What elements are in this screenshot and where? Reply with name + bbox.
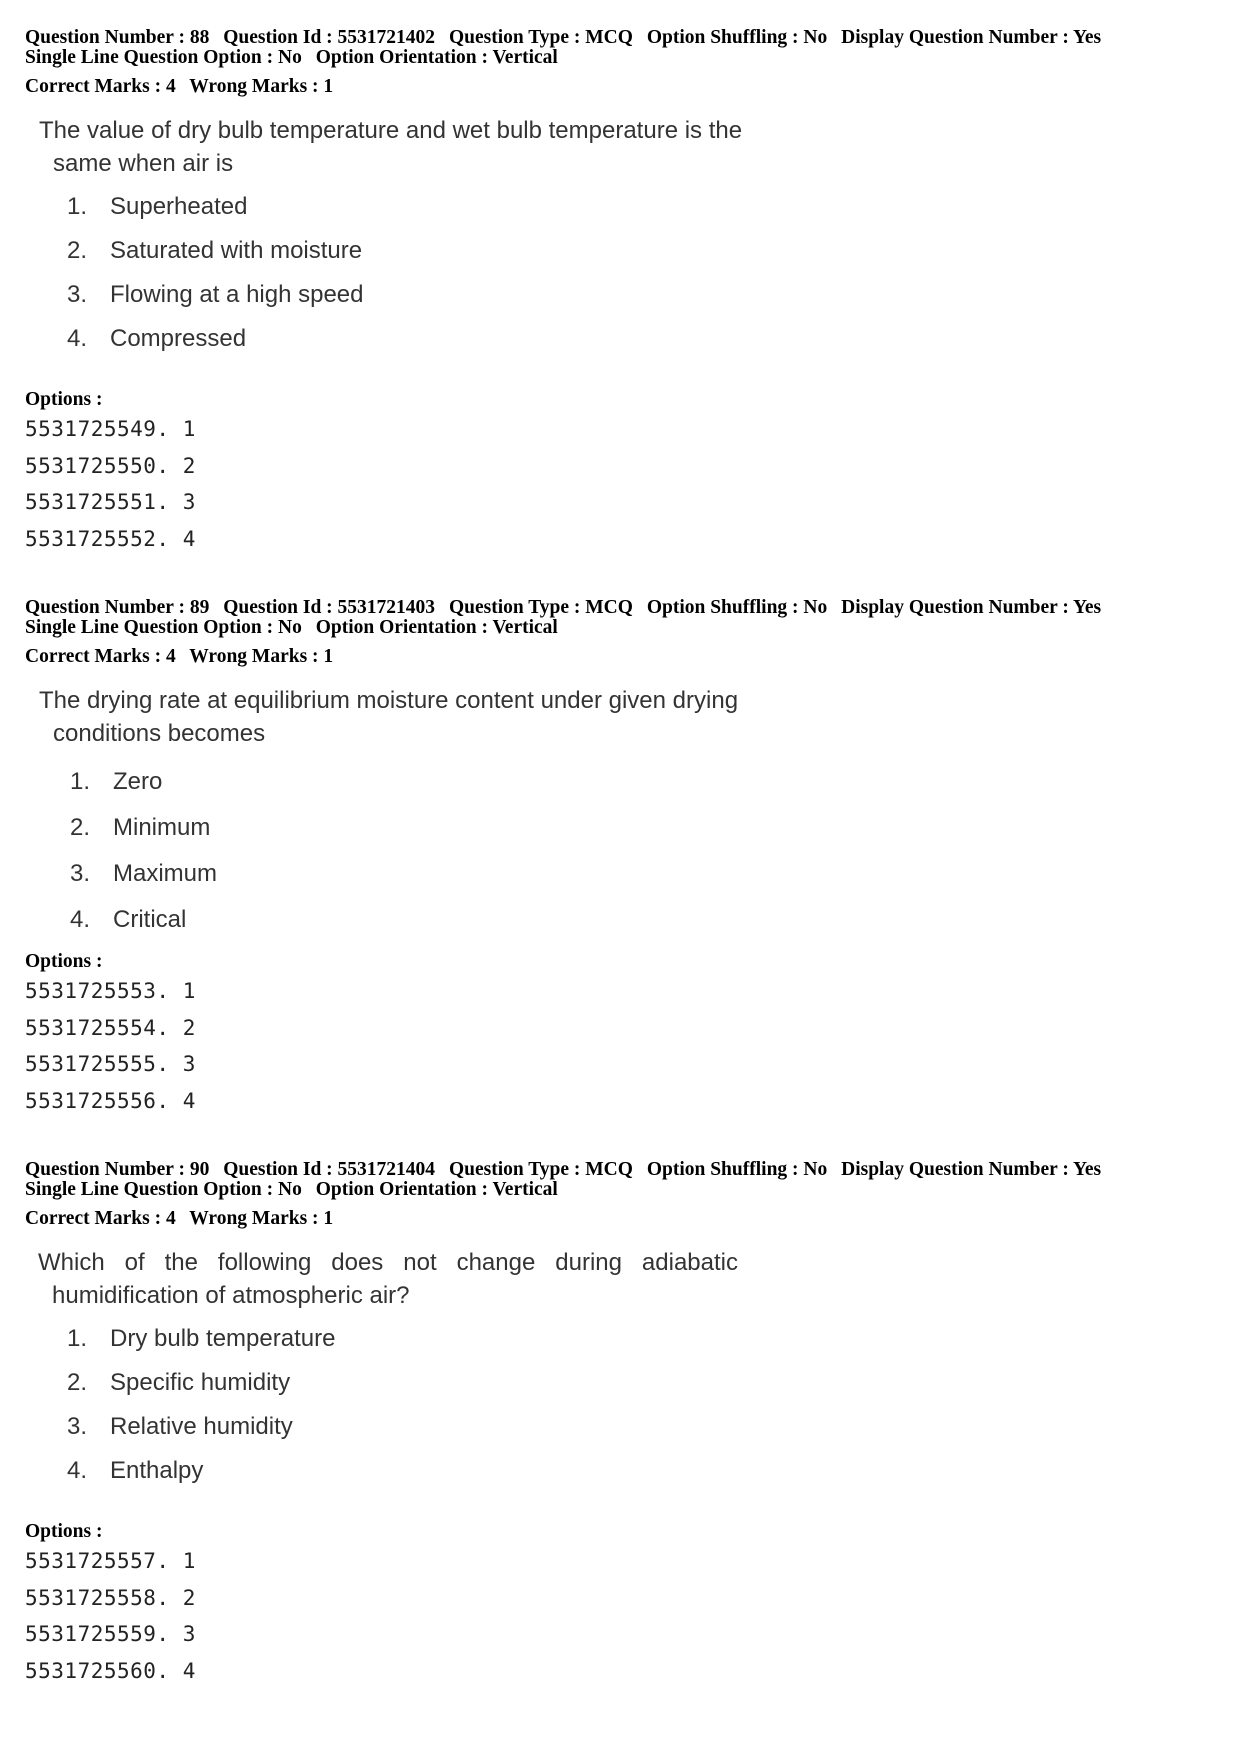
question-header-line2 [25, 1180, 567, 1200]
options-label: Options : [25, 951, 103, 972]
choice-number: 3. [67, 1413, 88, 1440]
choice-4 [67, 1457, 203, 1485]
question-id: Question Id : 5531721402 [223, 27, 436, 48]
choice-number: 1. [67, 193, 88, 220]
question-type: Question Type : MCQ [448, 27, 633, 48]
choice-text: Specific humidity [110, 1369, 291, 1396]
correct-marks: Correct Marks : 4 [25, 76, 176, 97]
correct-marks: Correct Marks : 4 [25, 1208, 176, 1229]
display-question-number: Display Question Number : Yes [841, 1159, 1102, 1180]
choice-text: Enthalpy [110, 1457, 204, 1484]
question-header [25, 1160, 1110, 1180]
stem-line-1: Which of the following does not change during adiabatic [38, 1249, 738, 1276]
question-type: Question Type : MCQ [448, 597, 633, 618]
question-number: Question Number : 89 [25, 597, 210, 618]
option-id-4: 5531725552. 4 [25, 527, 196, 551]
question-header-line2 [25, 48, 567, 68]
stem-line-2: humidification of atmospheric air? [52, 1282, 410, 1309]
options-label: Options : [25, 1521, 103, 1542]
option-orientation: Option Orientation : Vertical [315, 1179, 558, 1200]
choice-4 [70, 906, 186, 934]
question-id: Question Id : 5531721403 [223, 597, 436, 618]
choice-1 [70, 768, 162, 796]
choice-number: 2. [67, 237, 88, 264]
choice-3 [67, 1413, 293, 1441]
option-id-2: 5531725550. 2 [25, 454, 196, 478]
option-id-3: 5531725551. 3 [25, 490, 196, 514]
choice-2 [70, 814, 210, 842]
choice-number: 3. [70, 860, 91, 887]
question-header-line2 [25, 618, 567, 638]
stem-line-2: same when air is [53, 150, 234, 177]
question-number: Question Number : 88 [25, 27, 210, 48]
choice-1 [67, 193, 247, 221]
option-id-1: 5531725557. 1 [25, 1549, 196, 1573]
choice-2 [67, 1369, 290, 1397]
question-type: Question Type : MCQ [448, 1159, 633, 1180]
question-header [25, 28, 1110, 48]
choice-text: Dry bulb temperature [110, 1325, 336, 1352]
option-id-3: 5531725559. 3 [25, 1622, 196, 1646]
option-id-2: 5531725554. 2 [25, 1016, 196, 1040]
choice-number: 3. [67, 281, 88, 308]
choice-number: 2. [70, 814, 91, 841]
choice-text: Saturated with moisture [110, 237, 363, 264]
choice-number: 4. [67, 325, 88, 352]
marks-line [25, 77, 342, 97]
choice-3 [70, 860, 217, 888]
question-header [25, 598, 1110, 618]
choice-number: 4. [67, 1457, 88, 1484]
marks-line [25, 647, 342, 667]
choice-text: Critical [113, 906, 187, 933]
correct-marks: Correct Marks : 4 [25, 646, 176, 667]
option-id-1: 5531725549. 1 [25, 417, 196, 441]
single-line-option: Single Line Question Option : No [25, 1179, 302, 1200]
option-id-4: 5531725556. 4 [25, 1089, 196, 1113]
option-orientation: Option Orientation : Vertical [315, 47, 558, 68]
options-label: Options : [25, 389, 103, 410]
option-orientation: Option Orientation : Vertical [315, 617, 558, 638]
choice-2 [67, 237, 362, 265]
option-shuffling: Option Shuffling : No [646, 27, 828, 48]
wrong-marks: Wrong Marks : 1 [189, 646, 334, 667]
option-id-2: 5531725558. 2 [25, 1586, 196, 1610]
choice-number: 1. [67, 1325, 88, 1352]
choice-text: Superheated [110, 193, 248, 220]
choice-number: 1. [70, 768, 91, 795]
option-shuffling: Option Shuffling : No [646, 1159, 828, 1180]
choice-number: 4. [70, 906, 91, 933]
choice-4 [67, 325, 246, 353]
question-id: Question Id : 5531721404 [223, 1159, 436, 1180]
question-stem [39, 684, 738, 750]
option-shuffling: Option Shuffling : No [646, 597, 828, 618]
choice-text: Minimum [113, 814, 211, 841]
option-id-1: 5531725553. 1 [25, 979, 196, 1003]
choice-text: Zero [113, 768, 163, 795]
choice-text: Maximum [113, 860, 218, 887]
choice-3 [67, 281, 364, 309]
single-line-option: Single Line Question Option : No [25, 617, 302, 638]
stem-line-1: The drying rate at equilibrium moisture content under given drying [39, 687, 739, 714]
choice-text: Compressed [110, 325, 247, 352]
choice-text: Flowing at a high speed [110, 281, 364, 308]
choice-text: Relative humidity [110, 1413, 293, 1440]
option-id-4: 5531725560. 4 [25, 1659, 196, 1683]
stem-line-1: The value of dry bulb temperature and wet bulb temperature is the [39, 117, 743, 144]
display-question-number: Display Question Number : Yes [841, 597, 1102, 618]
single-line-option: Single Line Question Option : No [25, 47, 302, 68]
display-question-number: Display Question Number : Yes [841, 27, 1102, 48]
stem-line-2: conditions becomes [53, 720, 266, 747]
wrong-marks: Wrong Marks : 1 [189, 1208, 334, 1229]
question-stem [38, 1246, 738, 1312]
marks-line [25, 1209, 342, 1229]
choice-number: 2. [67, 1369, 88, 1396]
choice-1 [67, 1325, 335, 1353]
question-stem [39, 114, 742, 180]
wrong-marks: Wrong Marks : 1 [189, 76, 334, 97]
option-id-3: 5531725555. 3 [25, 1052, 196, 1076]
question-number: Question Number : 90 [25, 1159, 210, 1180]
